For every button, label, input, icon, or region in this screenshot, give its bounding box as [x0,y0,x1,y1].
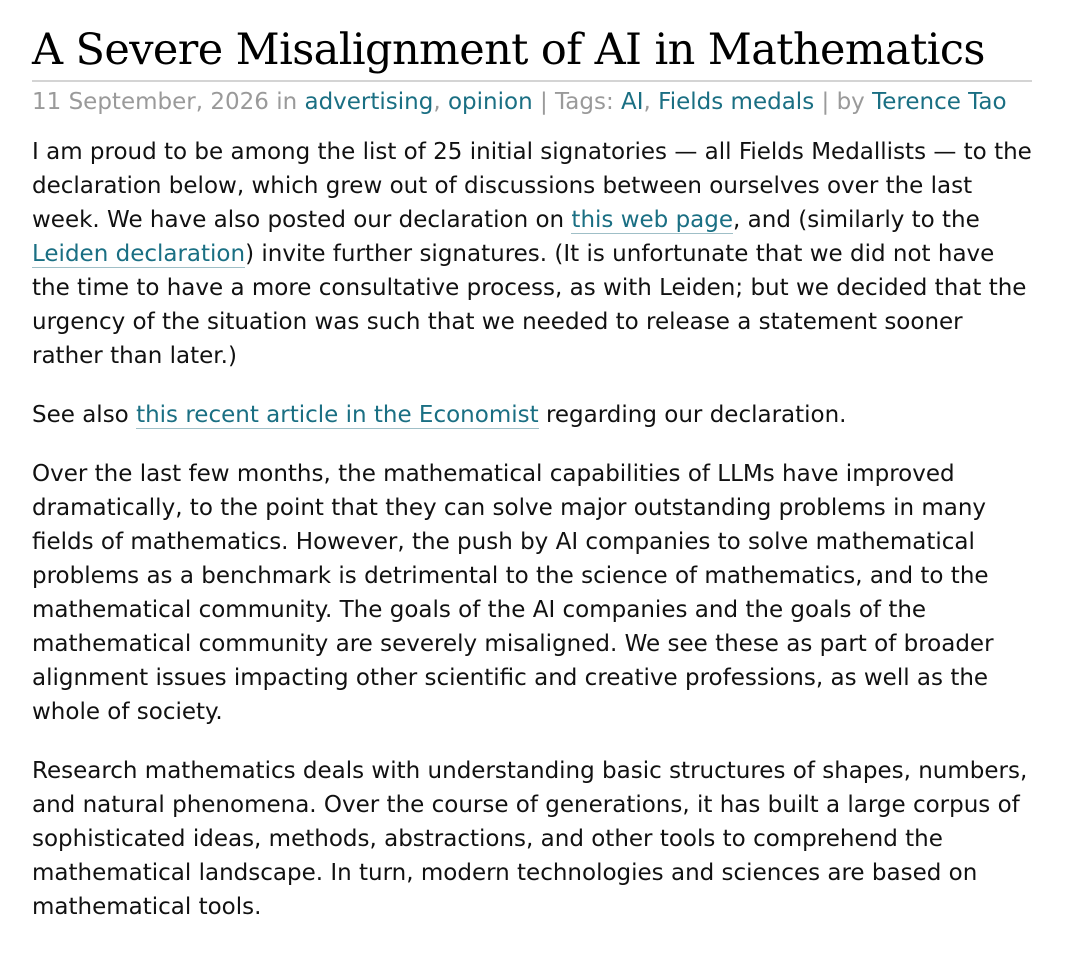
tag-link-fields-medals[interactable]: Fields medals [658,89,815,115]
post [32,22,1032,949]
paragraph-research-mathematics: Research mathematics deals with understanding basic structures of shapes, numbers, and natural phenomena. Over the course of generations, it has built a large corpus of sophisticated ideas, methods, abstractions, and other tools to comprehend the mathematical landscape. In turn, modern technologies and sciences are based on mathematical tools. [32,758,1028,920]
paragraph-capabilities: Over the last few months, the mathematical capabilities of LLMs have improved dramatically, to the point that they can solve major outstanding problems in many fields of mathematics. However, the push by AI companies to solve mathematical problems as a benchmark is detrimental to the science of mathematics, and to the mathematical community. The goals of the AI companies and the goals of the mathematical community are severely misaligned. We see these as part of broader alignment issues impacting other scientific and creative professions, as well as the whole of society. [32,461,994,725]
post-date: 11 September, 2026 [32,89,269,115]
paragraph-intro [32,135,1032,373]
tags-label: Tags: [555,89,614,115]
post-title: A Severe Misalignment of AI in Mathematics [32,22,1032,82]
author-link[interactable]: Terence Tao [872,89,1007,115]
declaration-web-page-link[interactable]: this web page [571,207,734,233]
paragraph-text: , and (similarly to the [733,207,980,233]
paragraph-see-also [32,398,1032,432]
meta-in-word: in [276,89,298,115]
post-content [32,135,1032,924]
paragraph-text: ) invite further signatures. (It is unfortunate that we did not have the time to have a more consultative process, as with Leiden; but we decided that the urgency of the situation was such that we needed to release a statement sooner rather than later.) [32,241,1027,369]
tag-link-ai[interactable]: AI [621,89,644,115]
meta-by-word: by [836,89,865,115]
paragraph-text: regarding our declaration. [538,402,847,428]
paragraph-text: See also [32,402,137,428]
post-meta: 11 September, 2026 in advertising, opinion | Tags: AI, Fields medals | by Terence Tao [32,89,1007,115]
category-link-opinion[interactable]: opinion [447,89,533,115]
economist-article-link[interactable]: this recent article in the Economist [136,402,539,428]
category-link-advertising[interactable]: advertising [304,89,434,115]
leiden-declaration-link[interactable]: Leiden declaration [32,241,246,267]
paragraph-text: I am proud to be among the list of 25 initial signatories — all Fields Medallists — to the declaration below, which grew out of discussions between ourselves over the last week. We have also posted our declaration on [32,139,1032,233]
